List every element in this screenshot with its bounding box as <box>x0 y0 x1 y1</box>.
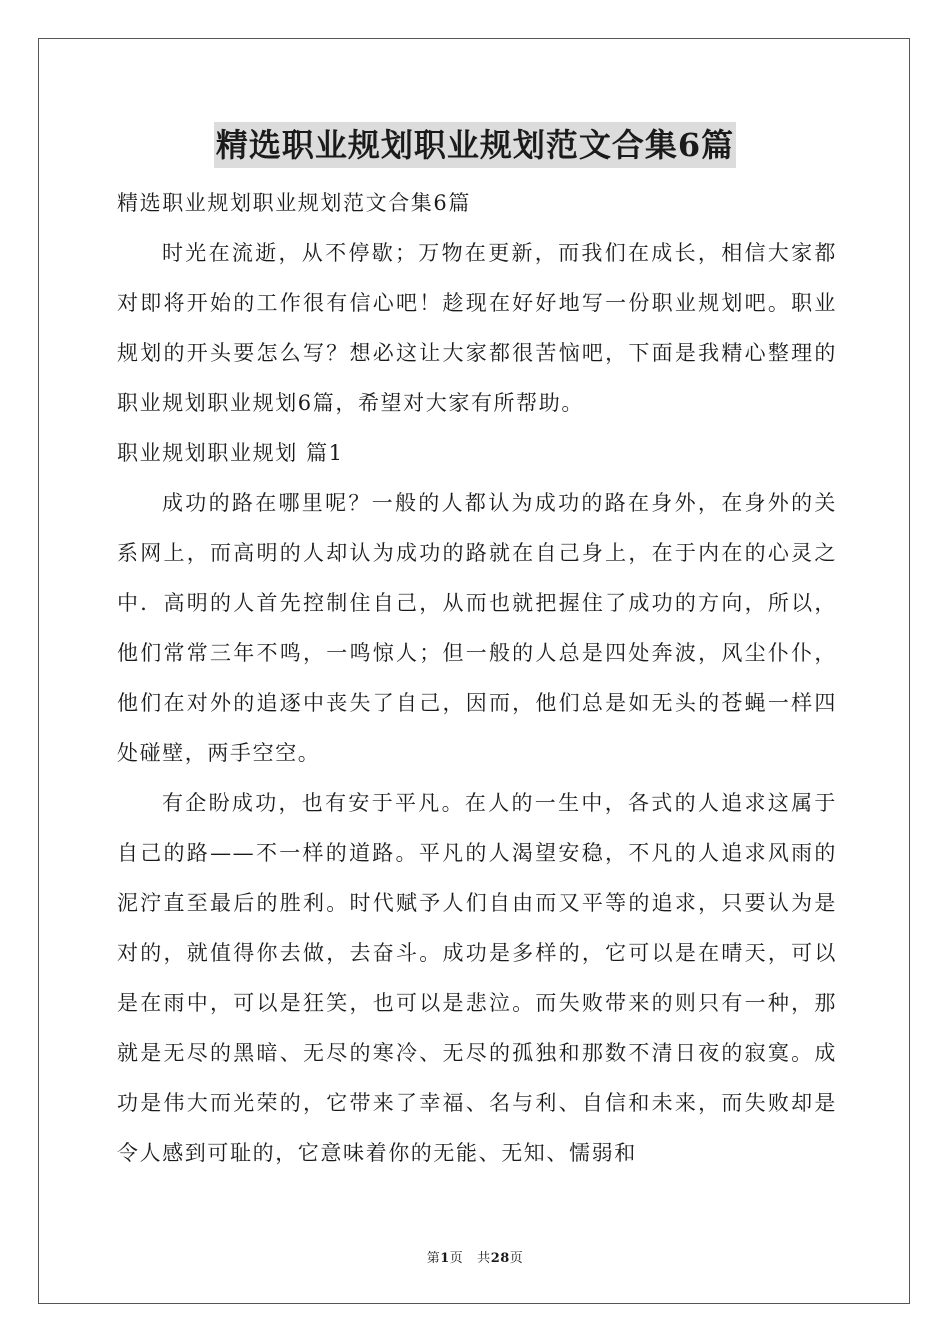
body-paragraph-1: 成功的路在哪里呢？一般的人都认为成功的路在身外，在身外的关系网上，而高明的人却认为成功的路就在自己身上，在于内在的心灵之中．高明的人首先控制住自己，从而也就把握住了成功的方向，所以，他们常常三年不鸣，一鸣惊人；但一般的人总是四处奔波，风尘仆仆，他们在对外的追逐中丧失了自己，因而，他们总是如无头的苍蝇一样四处碰壁，两手空空。 <box>117 491 837 765</box>
document-body <box>117 178 837 1178</box>
page-footer <box>0 1247 950 1266</box>
page-prefix: 第 <box>426 1251 441 1266</box>
total-prefix: 共 <box>477 1251 491 1266</box>
page-number: 1 <box>440 1251 450 1266</box>
document-title-block <box>0 122 950 168</box>
page-suffix: 页 <box>449 1251 464 1266</box>
document-title: 精选职业规划职业规划范文合集6篇 <box>214 122 736 168</box>
total-pages: 28 <box>490 1251 510 1266</box>
body-paragraph-2: 有企盼成功，也有安于平凡。在人的一生中，各式的人追求这属于自己的路——不一样的道路。平凡的人渴望安稳，不凡的人追求风雨的泥泞直至最后的胜利。时代赋予人们自由而又平等的追求，只要认为是对的，就值得你去做，去奋斗。成功是多样的，它可以是在晴天，可以是在雨中，可以是狂笑，也可以是悲泣。而失败带来的则只有一种，那就是无尽的黑暗、无尽的寒冷、无尽的孤独和那数不清日夜的寂寞。成功是伟大而光荣的，它带来了幸福、名与利、自信和未来，而失败却是令人感到可耻的，它意味着你的无能、无知、懦弱和 <box>117 791 837 1165</box>
intro-paragraph: 时光在流逝，从不停歇；万物在更新，而我们在成长，相信大家都对即将开始的工作很有信心吧！趁现在好好地写一份职业规划吧。职业规划的开头要怎么写？想必这让大家都很苦恼吧，下面是我精心整理的职业规划职业规划6篇，希望对大家有所帮助。 <box>117 241 837 415</box>
section-heading: 职业规划职业规划 篇1 <box>117 441 344 465</box>
total-suffix: 页 <box>509 1251 524 1266</box>
subtitle: 精选职业规划职业规划范文合集6篇 <box>117 191 471 215</box>
